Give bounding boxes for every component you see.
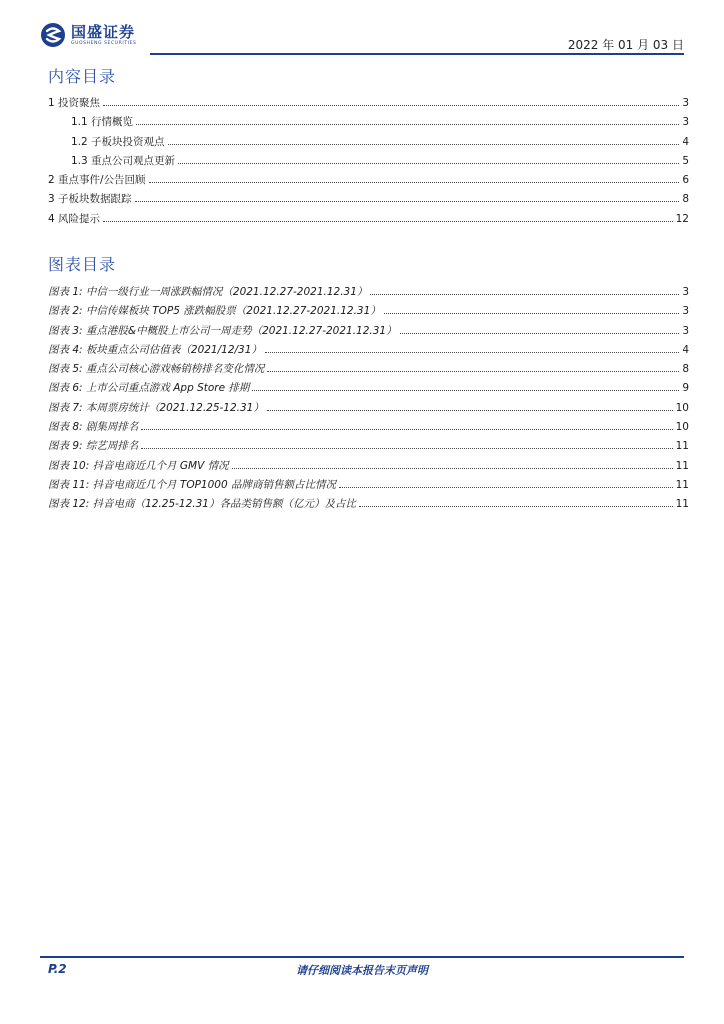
toc-entry-label: 3 子板块数据跟踪 bbox=[48, 193, 132, 206]
footer-divider bbox=[40, 956, 684, 958]
figure-entry[interactable] bbox=[48, 380, 689, 399]
dot-leader bbox=[135, 193, 680, 202]
guosheng-logo-icon bbox=[40, 22, 66, 48]
figure-entry[interactable] bbox=[48, 496, 689, 515]
figure-entry[interactable] bbox=[48, 458, 689, 477]
dot-leader bbox=[384, 305, 680, 314]
figure-entry[interactable] bbox=[48, 477, 689, 496]
toc-entry-label: 1.1 行情概览 bbox=[71, 116, 134, 129]
contents-entry[interactable] bbox=[48, 134, 689, 153]
figure-entry[interactable] bbox=[48, 303, 689, 322]
toc-entry-label: 1 投资聚焦 bbox=[48, 97, 101, 109]
toc-entry-page: 11 bbox=[675, 440, 689, 453]
dot-leader bbox=[265, 344, 679, 353]
toc-entry-page: 12 bbox=[675, 212, 689, 225]
toc-entry-label: 2 重点事件/公告回顾 bbox=[48, 174, 146, 187]
figure-entry[interactable] bbox=[48, 323, 689, 342]
header-divider bbox=[150, 53, 684, 55]
toc-entry-page: 3 bbox=[682, 324, 689, 337]
report-date: 2022 年 01 月 03 日 bbox=[567, 38, 684, 52]
toc-entry-page: 11 bbox=[675, 459, 689, 472]
toc-entry-label: 图表 11: 抖音电商近几个月 TOP1000 品牌商销售额占比情况 bbox=[48, 478, 336, 491]
figure-entry[interactable] bbox=[48, 342, 689, 361]
toc-entry-label: 图表 7: 本周票房统计（2021.12.25-12.31） bbox=[48, 401, 264, 414]
dot-leader bbox=[168, 136, 680, 145]
disclaimer-note: 请仔细阅读本报告末页声明 bbox=[296, 964, 428, 977]
dot-leader bbox=[267, 402, 673, 411]
figure-entry[interactable] bbox=[48, 419, 689, 438]
figure-entry[interactable] bbox=[48, 284, 689, 303]
figure-entry[interactable] bbox=[48, 400, 689, 419]
toc-entry-page: 10 bbox=[675, 401, 689, 414]
dot-leader bbox=[370, 286, 679, 295]
contents-entry[interactable] bbox=[48, 114, 689, 133]
toc-entry-label: 图表 8: 剧集周排名 bbox=[48, 421, 139, 434]
contents-title: 内容目录 bbox=[48, 67, 117, 86]
figures-title: 图表目录 bbox=[48, 255, 117, 274]
toc-entry-label: 图表 1: 中信一级行业一周涨跌幅情况（2021.12.27-2021.12.31） bbox=[48, 286, 368, 298]
toc-entry-label: 4 风险提示 bbox=[48, 212, 101, 225]
toc-entry-page: 10 bbox=[675, 421, 689, 434]
contents-entry[interactable] bbox=[48, 172, 689, 191]
toc-entry-label: 图表 3: 重点港股&中概股上市公司一周走势（2021.12.27-2021.12.31） bbox=[48, 324, 397, 337]
dot-leader bbox=[103, 213, 673, 222]
toc-entry-label: 图表 6: 上市公司重点游戏 App Store 排期 bbox=[48, 382, 250, 395]
toc-entry-label: 1.2 子板块投资观点 bbox=[71, 135, 165, 148]
toc-entry-page: 11 bbox=[675, 478, 689, 491]
logo-name-cn: 国盛证券 bbox=[71, 22, 136, 41]
dot-leader bbox=[232, 460, 673, 469]
figure-entry[interactable] bbox=[48, 438, 689, 457]
toc-entry-page: 3 bbox=[682, 97, 689, 109]
toc-entry-label: 1.3 重点公司观点更新 bbox=[71, 154, 176, 167]
page-number: P.2 bbox=[48, 962, 67, 976]
toc-entry-page: 8 bbox=[682, 363, 689, 376]
contents-entry[interactable] bbox=[48, 95, 689, 114]
logo-name-en: GUOSHENG SECURITIES bbox=[71, 40, 137, 46]
toc-entry-page: 5 bbox=[682, 154, 689, 167]
toc-entry-label: 图表 4: 板块重点公司估值表（2021/12/31） bbox=[48, 343, 262, 356]
dot-leader bbox=[141, 440, 672, 449]
toc-entry-page: 6 bbox=[682, 174, 689, 187]
dot-leader bbox=[359, 498, 673, 507]
dot-leader bbox=[103, 97, 679, 106]
dot-leader bbox=[149, 174, 680, 183]
toc-entry-page: 3 bbox=[682, 116, 689, 129]
dot-leader bbox=[136, 116, 679, 125]
toc-entry-label: 图表 5: 重点公司核心游戏畅销榜排名变化情况 bbox=[48, 363, 265, 376]
company-logo bbox=[40, 22, 136, 48]
toc-entry-page: 3 bbox=[682, 305, 689, 318]
toc-entry-page: 4 bbox=[682, 135, 689, 148]
contents-entry[interactable] bbox=[48, 153, 689, 172]
dot-leader bbox=[339, 479, 673, 488]
toc-entry-label: 图表 12: 抖音电商（12.25-12.31）各品类销售额（亿元）及占比 bbox=[48, 498, 356, 511]
toc-entry-label: 图表 2: 中信传媒板块 TOP5 涨跌幅股票（2021.12.27-2021.12.31） bbox=[48, 305, 381, 318]
contents-list bbox=[48, 95, 689, 230]
toc-entry-label: 图表 9: 综艺周排名 bbox=[48, 440, 139, 453]
toc-entry-page: 3 bbox=[682, 286, 689, 298]
contents-entry[interactable] bbox=[48, 211, 689, 230]
dot-leader bbox=[252, 382, 679, 391]
toc-entry-label: 图表 10: 抖音电商近几个月 GMV 情况 bbox=[48, 459, 229, 472]
dot-leader bbox=[400, 325, 680, 334]
dot-leader bbox=[141, 421, 672, 430]
toc-entry-page: 11 bbox=[675, 498, 689, 511]
dot-leader bbox=[267, 363, 679, 372]
figures-list bbox=[48, 284, 689, 516]
toc-entry-page: 8 bbox=[682, 193, 689, 206]
dot-leader bbox=[178, 155, 679, 164]
figure-entry[interactable] bbox=[48, 361, 689, 380]
toc-entry-page: 9 bbox=[682, 382, 689, 395]
contents-entry[interactable] bbox=[48, 191, 689, 210]
page-header bbox=[0, 0, 724, 60]
toc-entry-page: 4 bbox=[682, 343, 689, 356]
